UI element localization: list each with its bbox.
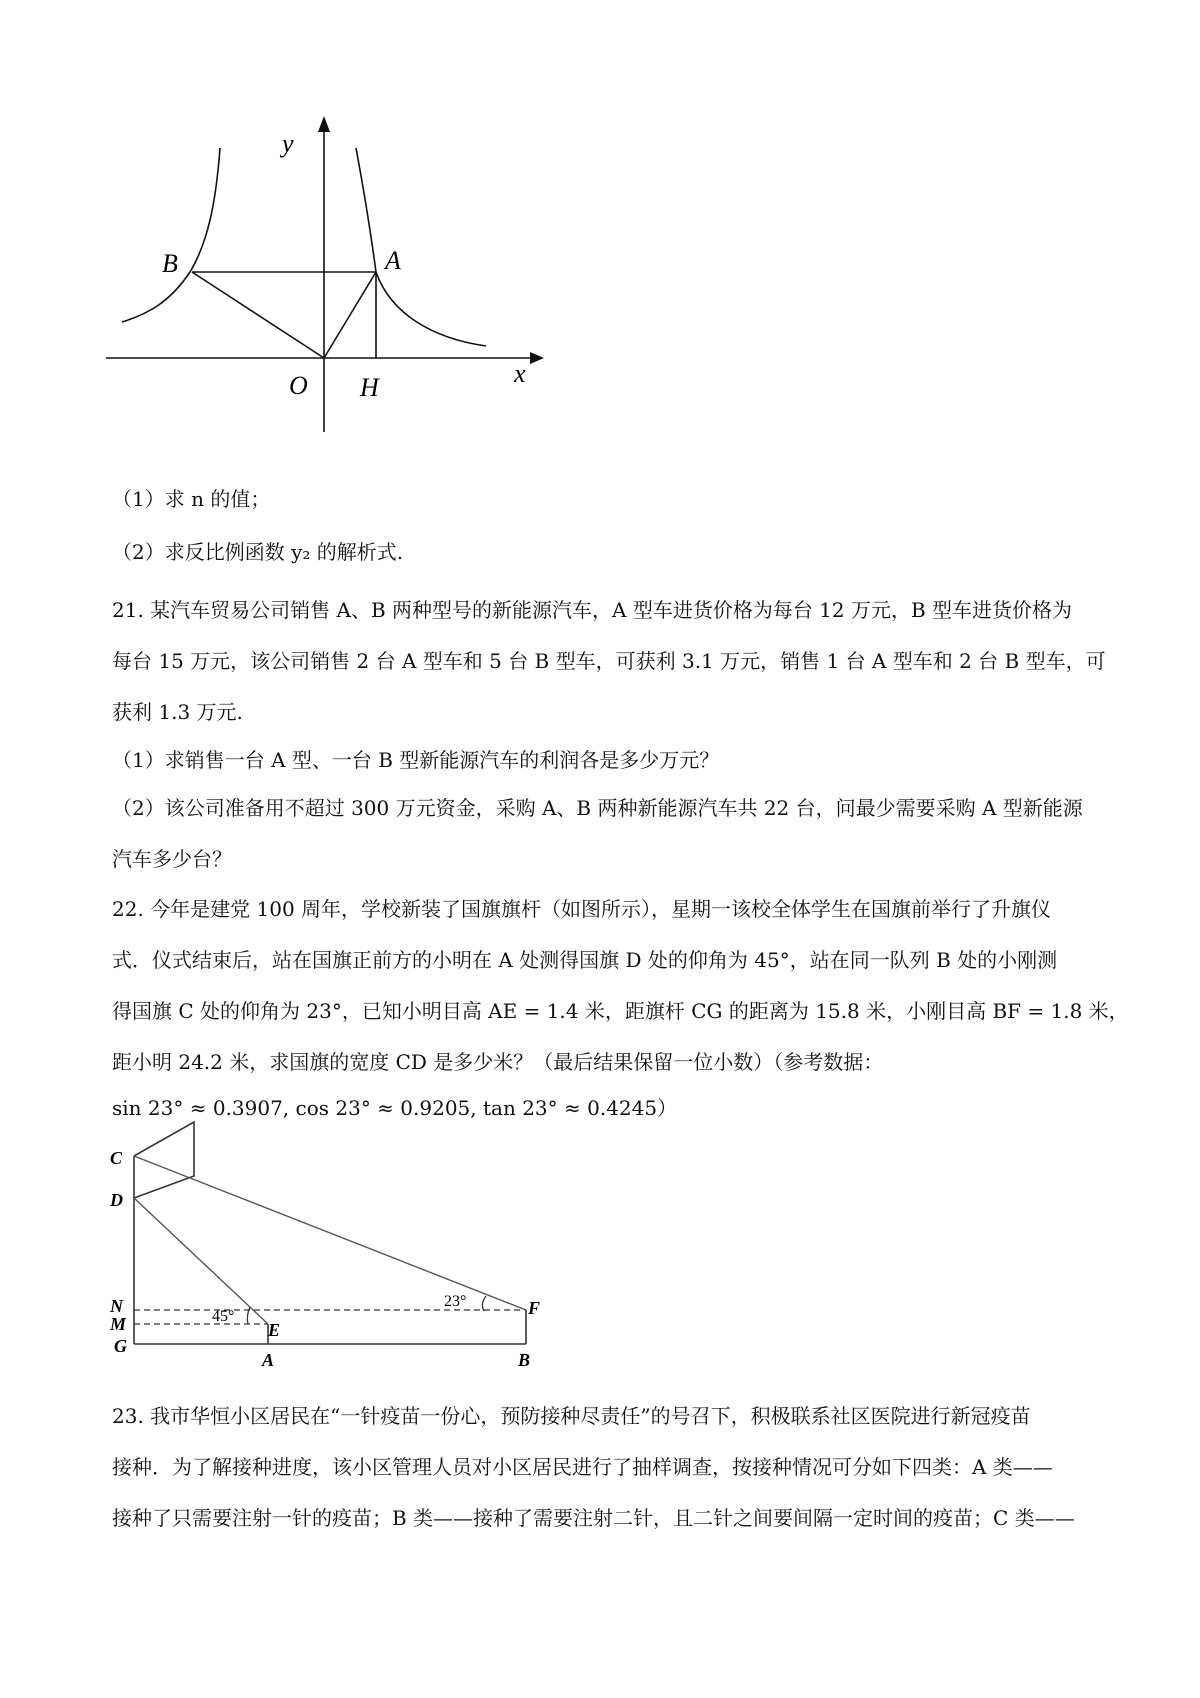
q21-part1: （1）求销售一台 A 型、一台 B 型新能源汽车的利润各是多少万元？	[112, 748, 720, 772]
q22-line4: 距小明 24.2 米，求国旗的宽度 CD 是多少米？（最后结果保留一位小数）（参考数据：	[112, 1050, 884, 1074]
label-D: D	[110, 1190, 123, 1210]
angle-label-45: 45°	[212, 1308, 235, 1325]
q23-line1: 23. 我市华恒小区居民在“一针疫苗一份心，预防接种尽责任”的号召下，积极联系社区医院进行新冠疫苗	[112, 1404, 1031, 1428]
segment-AO	[324, 272, 376, 358]
sightline-CF	[134, 1156, 526, 1310]
x-axis-arrow	[530, 352, 544, 364]
q20-part1: （1）求 n 的值；	[112, 487, 271, 511]
sightline-DE	[134, 1198, 268, 1324]
label-F: F	[528, 1298, 541, 1318]
y-axis-arrow	[318, 116, 330, 132]
angle-arc-23	[482, 1296, 486, 1311]
q20-part2: （2）求反比例函数 y₂ 的解析式.	[112, 540, 404, 564]
q21-line3: 获利 1.3 万元.	[112, 700, 243, 724]
q22-line5: sin 23° ≈ 0.3907, cos 23° ≈ 0.9205, tan 23° ≈ 0.4245）	[112, 1096, 678, 1120]
q22-line3: 得国旗 C 处的仰角为 23°，已知小明目高 AE = 1.4 米，距旗杆 CG 的距离为 15.8 米，小刚目高 BF = 1.8 米，	[112, 999, 1129, 1023]
label-y: y	[282, 129, 294, 158]
label-O: O	[289, 371, 308, 400]
q23-line3: 接种了只需要注射一针的疫苗；B 类——接种了需要注射二针，且二针之间要间隔一定时间的疫苗；C 类——	[112, 1506, 1075, 1530]
q21-line1: 21. 某汽车贸易公司销售 A、B 两种型号的新能源汽车，A 型车进货价格为每台 12 万元，B 型车进货价格为	[112, 598, 1073, 622]
label-H: H	[360, 373, 379, 402]
hyperbola-left-branch	[122, 148, 220, 322]
angle-label-23: 23°	[444, 1293, 467, 1310]
label-M: M	[110, 1314, 127, 1334]
segment-BO	[192, 272, 324, 358]
label-x: x	[514, 359, 526, 388]
label-A: A	[262, 1350, 275, 1370]
label-A: A	[385, 246, 401, 275]
q21-part2-line2: 汽车多少台？	[112, 847, 232, 871]
q22-line2: 式．仪式结束后，站在国旗正前方的小明在 A 处测得国旗 D 处的仰角为 45°，站在同一队列 B 处的小刚测	[112, 948, 1058, 972]
flagpole-figure	[100, 1108, 600, 1376]
hyperbola-figure	[100, 112, 600, 472]
q22-line1: 22. 今年是建党 100 周年，学校新装了国旗旗杆（如图所示），星期一该校全体学生在国旗前举行了升旗仪	[112, 897, 1052, 921]
label-B: B	[162, 249, 178, 278]
q23-line2: 接种．为了解接种进度，该小区管理人员对小区居民进行了抽样调查，按接种情况可分如下四类：A 类——	[112, 1455, 1053, 1479]
label-G: G	[114, 1336, 127, 1356]
label-E: E	[268, 1320, 281, 1340]
q21-line2: 每台 15 万元，该公司销售 2 台 A 型车和 5 台 B 型车，可获利 3.1 万元，销售 1 台 A 型车和 2 台 B 型车，可	[112, 649, 1106, 673]
label-B: B	[518, 1350, 531, 1370]
label-C: C	[110, 1148, 123, 1168]
q21-part2-line1: （2）该公司准备用不超过 300 万元资金，采购 A、B 两种新能源汽车共 22 台，问最少需要采购 A 型新能源	[112, 796, 1083, 820]
label-N: N	[110, 1296, 123, 1316]
